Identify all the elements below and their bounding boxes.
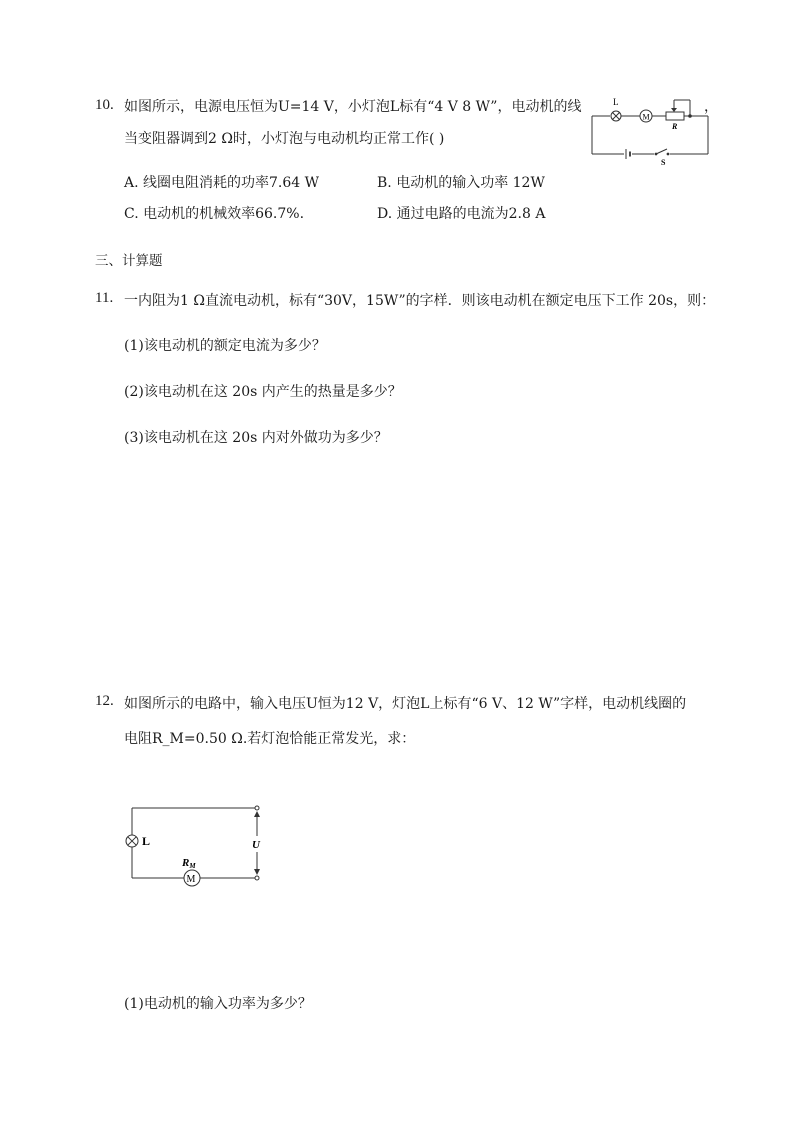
rm-label — [181, 857, 196, 870]
q12-stem-line1: 如图所示的电路中，输入电压U恒为12 V，灯泡L上标有“6 V、12 W”字样，电动机线圈的 — [124, 696, 687, 712]
rheostat-symbol — [666, 100, 692, 120]
motor-label: M — [186, 874, 196, 885]
q10-stem-line1: 如图所示，电源电压恒为U=14 V，小灯泡L标有“4 V 8 W”，电动机的线 — [124, 99, 582, 115]
q10-number: 10. — [95, 97, 114, 113]
q12-circuit-figure — [122, 800, 272, 892]
rm-label-sub: M — [189, 862, 196, 870]
lamp-label: L — [613, 97, 619, 107]
lamp-symbol — [126, 835, 138, 847]
lamp-symbol — [611, 111, 621, 121]
q11-number: 11. — [95, 290, 114, 306]
motor-label: M — [642, 112, 650, 122]
battery-symbol — [624, 149, 632, 159]
q12-stem-line2: 电阻R_M=0.50 Ω.若灯泡恰能正常发光，求： — [124, 731, 416, 747]
q10-circuit-figure — [588, 94, 712, 166]
q10-option-b: B. 电动机的输入功率 12W — [377, 175, 545, 191]
q11-sub2: (2)该电动机在这 20s 内产生的热量是多少？ — [124, 384, 402, 400]
section-title: 三、计算题 — [95, 253, 163, 269]
q11-sub3: (3)该电动机在这 20s 内对外做功为多少？ — [124, 430, 388, 446]
q10-option-a: A. 线圈电阻消耗的功率7.64 W — [124, 175, 320, 191]
voltage-label: U — [252, 839, 260, 851]
q12-number: 12. — [95, 693, 114, 709]
q12-sub1: (1)电动机的输入功率为多少？ — [124, 996, 312, 1012]
q10-stem-comma: ， — [704, 99, 718, 115]
q11-sub1: (1)该电动机的额定电流为多少？ — [124, 338, 326, 354]
q10-option-c: C. 电动机的机械效率66.7%. — [124, 206, 305, 222]
q11-stem: 一内阻为1 Ω直流电动机，标有“30V，15W”的字样．则该电动机在额定电压下工作 20s，则： — [124, 293, 716, 309]
lamp-label: L — [142, 834, 151, 848]
switch-symbol — [654, 149, 670, 157]
rm-label-main: R — [182, 857, 190, 869]
q10-stem-line2: 当变阻器调到2 Ω时，小灯泡与电动机均正常工作( ) — [124, 131, 445, 147]
rheostat-label: R — [672, 122, 678, 131]
switch-label: S — [661, 158, 666, 166]
q10-option-d: D. 通过电路的电流为2.8 A — [377, 206, 546, 222]
